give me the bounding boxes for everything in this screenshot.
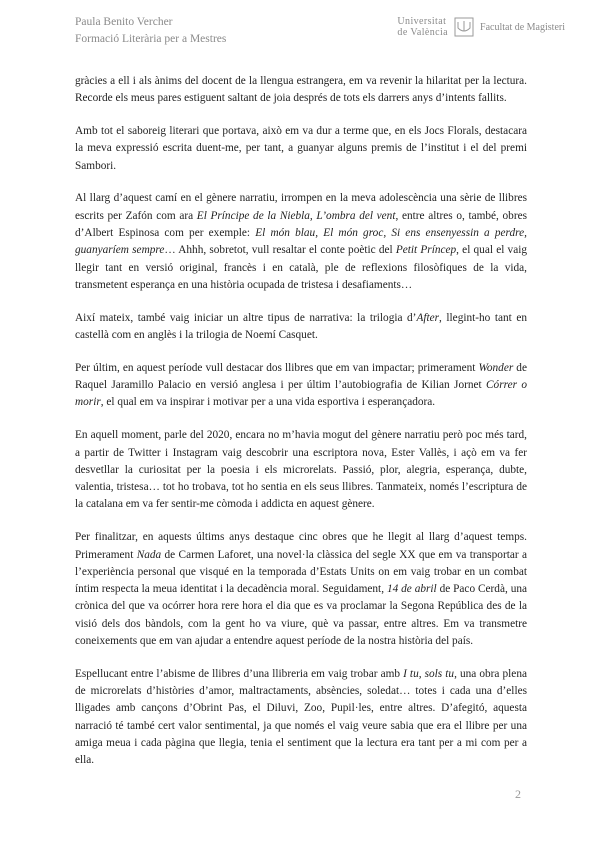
university-name — [397, 16, 448, 38]
body-paragraph — [75, 360, 527, 412]
paragraph-text: Espellucant entre l’abisme de llibres d’una llibreria em vaig trobar amb — [75, 667, 404, 680]
book-title: I tu, sols tu — [403, 667, 455, 680]
paragraph-text: de Paco Cerdà, una crònica del que va ocórrer hora rere hora el dia que es va proclamar la Segona República des de la visió dels dos bàndols, com la gent ho va viure, què va passar, entre altres. Em va transmetre coneixements que em van ajudar a entendre aquest període de la nostra història del país. — [75, 583, 528, 648]
paragraph-text: gràcies a ell i als ànims del docent de la llengua estrangera, em va revenir la hilaritat per la lectura. Recorde els meus pares estiguent saltant de joia després de tots els darrers anys d’intents fallits. — [75, 75, 527, 105]
book-title: 14 de abril — [386, 583, 437, 596]
paragraph-text: Amb tot el saboreig literari que portava, això em va dur a terme que, en els Jocs Florals, destacara la meva expressió escrita duent-me, per tant, a guanyar alguns premis de l’institut i el del premi Sambori. — [75, 125, 527, 172]
university-logo-block — [397, 16, 565, 38]
header-left — [75, 14, 226, 48]
body-paragraph — [75, 190, 527, 294]
book-title: El món blau, El món groc, Si ens ensenyessin a perdre, guanyaríem sempre — [75, 227, 527, 257]
paragraph-text: Així mateix, també vaig iniciar un altre tipus de narrativa: la trilogia d’ — [75, 311, 417, 324]
paragraph-text: En aquell moment, parle del 2020, encara no m’havia mogut del gènere narratiu però poc més tard, a partir de Twitter i Instagram vaig descobrir una escriptora nova, Ester Vallès, i açò em va fer desvetllar la curiositat per la poesia i els microrelats. Passió, plor, alegria, esperança, dubte, valentia, tristesa… tot ho trobava, tot ho sentia en els seus llibres. Tanmateix, només l’escriptura de la catalana em va fer sentir-me còmoda i addicta en aquest gènere. — [75, 429, 527, 511]
paragraph-text: de Carmen Laforet, una novel·la clàssica del segle XX que em va transportar a l’experiència personal que visqué en la temporada d’Estats Units on em vaig trobar en un combat íntim respecta la meua identitat i la decadència moral. Seguidament, — [75, 548, 527, 596]
book-title: Wonder — [478, 361, 514, 374]
body-paragraph — [75, 310, 527, 345]
paragraph-text: , entre altres o, també, obres d’Albert Espinosa com per exemple: — [75, 209, 528, 240]
paragraph-text: … Ahhh, sobretot, vull resaltar el conte poètic del — [164, 244, 396, 257]
paragraph-text: Per últim, en aquest període vull destacar dos llibres que em van impactar; primerament — [75, 361, 479, 374]
book-title: Nada — [136, 548, 162, 561]
paragraph-text: Per finalitzar, en aquests últims anys destaque cinc obres que he llegit al llarg d’aquest temps. Primerament — [75, 531, 527, 561]
page-header — [75, 14, 565, 58]
book-title: El Príncipe de la Niebla, L’ombra del vent — [196, 209, 396, 222]
body-paragraph — [75, 123, 527, 175]
book-title: After — [416, 311, 440, 324]
university-emblem-icon — [454, 17, 474, 37]
book-title: Córrer o morir — [75, 379, 527, 409]
faculty-name: Facultat de Magisteri — [480, 21, 565, 33]
body-paragraph — [75, 73, 527, 108]
book-title: Petit Príncep — [395, 244, 457, 257]
paragraph-text: de Raquel Jaramillo Palacio en versió anglesa i per últim l’autobiografia de Kilian Jornet — [75, 361, 527, 392]
paragraph-text: , una obra plena de microrelats d’històries d’amor, maltractaments, absències, soledat… totes i cada una d’elles lligades amb cançons d’Obrint Pas, el Diluvi, Zoo, Pupil·les, entre altres. D’afegitó, aquesta narració té també cert valor sentimental, ja que només el vaig veure sabia que era el llibre per una amiga meua i cada pàgina que llegia, tenia el sentiment que la lectura era tant per a mi com per a ella. — [75, 667, 527, 767]
document-body — [75, 73, 527, 785]
paragraph-text: , el qual em va inspirar i motivar per a una vida esportiva i esperançadora. — [100, 396, 436, 409]
paragraph-text: , llegint-ho tant en castellà com en anglès i la trilogia de Noemí Casquet. — [75, 311, 528, 342]
university-name-line1: Universitat — [397, 16, 447, 27]
paragraph-text: Al llarg d’aquest camí en el gènere narratiu, irrompen en la meva adolescència una sèrie de llibres escrits per Zafón com ara — [75, 192, 527, 222]
paragraph-text: , el qual el vaig llegir tant en versió original, francès i en català, ple de reflexions filosòfiques de la vida, transmetent esperança en una història ocupada de tristesa i desafiaments… — [75, 244, 527, 291]
page-number: 2 — [515, 787, 521, 801]
author-name: Paula Benito Vercher — [75, 16, 173, 28]
body-paragraph — [75, 427, 527, 513]
university-name-line2: de València — [397, 27, 449, 38]
course-name: Formació Literària per a Mestres — [75, 33, 227, 45]
body-paragraph — [75, 529, 527, 650]
body-paragraph — [75, 666, 527, 770]
